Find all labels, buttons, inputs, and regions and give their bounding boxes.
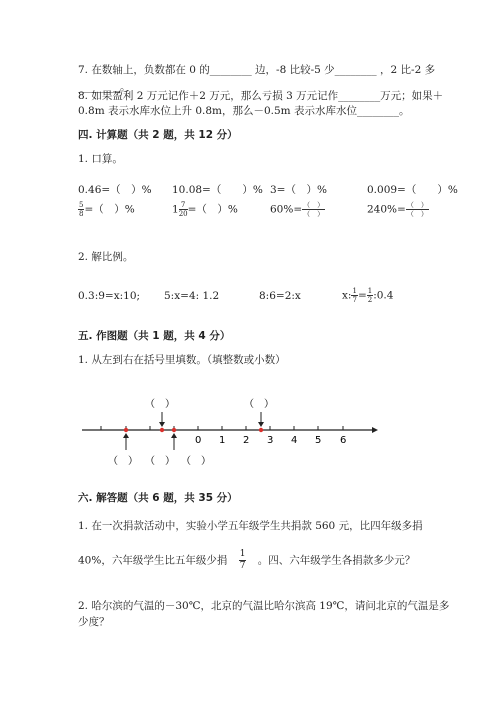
tick-label-2: 2 — [243, 435, 250, 446]
fraction: $\frac{5}{8}$ — [79, 201, 84, 218]
q8-line2: 0.8m 表示水库水位上升 0.8m，那么－0.5m 表示水库水位________。 — [78, 105, 410, 117]
s4-q1-label: 1. 口算。 — [78, 153, 123, 165]
s4-q2-label: 2. 解比例。 — [78, 251, 134, 263]
section6-title: 六. 解答题（共 6 题，共 35 分） — [78, 492, 238, 504]
s6-q2-line2: 少度？ — [78, 616, 110, 628]
fraction: $\frac{1}{7}$ — [239, 549, 246, 571]
s6-q1-line1: 1. 在一次捐款活动中，实验小学五年级学生共捐款 560 元，比四年级多捐 — [78, 520, 423, 532]
oral-item-7: 60%= $\frac{( )}{( )}$ — [270, 201, 325, 218]
tick-label-3: 3 — [267, 435, 274, 446]
red-point-3 — [172, 428, 176, 432]
top-blank-2: （ ） — [244, 399, 274, 410]
tick-label-1: 1 — [219, 435, 226, 446]
proportion-4: x: $\frac{1}{7}$ = $\frac{1}{2}$ :0.4 — [342, 287, 394, 304]
number-line-figure — [0, 390, 500, 470]
red-point-4 — [259, 428, 263, 432]
oral-item-6: 1 $\frac{7}{20}$ =（ ）% — [172, 201, 238, 218]
axis-arrow — [372, 427, 378, 433]
fraction: $\frac{( )}{( )}$ — [406, 201, 428, 218]
fraction: $\frac{1}{2}$ — [367, 287, 373, 304]
proportion-2: 5:x=4: 1.2 — [164, 290, 220, 302]
section5-title: 五. 作图题（共 1 题，共 4 分） — [78, 330, 231, 342]
red-point-1 — [124, 428, 128, 432]
q8-line1: 8. 如果盈利 2 万元记作＋2 万元，那么亏损 3 万元记作________万元；如果＋ — [78, 90, 444, 102]
red-point-2 — [160, 428, 164, 432]
arrow-head-up-1 — [123, 433, 129, 438]
fraction: $\frac{1}{7}$ — [352, 287, 357, 304]
top-blank-1: （ ） — [145, 399, 175, 410]
oral-item-4: 0.009=（ ）% — [367, 184, 458, 196]
oral-item-1: 0.46=（ ）% — [78, 184, 152, 196]
proportion-1: 0.3:9=x:10; — [78, 290, 141, 302]
proportion-3: 8:6=2:x — [259, 290, 301, 302]
axis-ticks — [101, 426, 343, 430]
tick-label-0: 0 — [195, 435, 202, 446]
bottom-blank-2: （ ） — [145, 456, 175, 467]
tick-label-4: 4 — [291, 435, 298, 446]
q7-line2: ________。 — [78, 81, 131, 93]
bottom-blank-3: （ ） — [181, 456, 211, 467]
section4-title: 四. 计算题（共 2 题，共 12 分） — [78, 129, 238, 141]
s6-q2-line1: 2. 哈尔滨的气温的－30℃，北京的气温比哈尔滨高 19℃，请问北京的气温是多 — [78, 600, 450, 612]
tick-label-5: 5 — [315, 435, 322, 446]
oral-item-8: 240%= $\frac{( )}{( )}$ — [367, 201, 428, 218]
fraction: $\frac{7}{20}$ — [178, 201, 188, 218]
oral-item-5: $\frac{5}{8}$ =（ ）% — [79, 201, 135, 218]
oral-item-3: 3=（ ）% — [270, 184, 327, 196]
oral-item-2: 10.08=（ ）% — [172, 184, 263, 196]
q7-line1: 7. 在数轴上，负数都在 0 的________ 边，-8 比较-5 少________ ，2 比-2 多 — [78, 64, 436, 76]
s5-q1-label: 1. 从左到右在括号里填数。（填整数或小数） — [78, 354, 286, 366]
arrow-head-down-1 — [159, 422, 165, 427]
tick-label-6: 6 — [340, 435, 347, 446]
arrow-head-up-2 — [171, 433, 177, 438]
bottom-blank-1: （ ） — [108, 456, 138, 467]
fraction: $\frac{( )}{( )}$ — [303, 201, 325, 218]
arrow-head-down-2 — [258, 422, 264, 427]
s6-q1-line2: 40%，六年级学生比五年级少捐 $\frac{1}{7}$ 。四、六年级学生各捐款多少元？ — [78, 549, 416, 571]
